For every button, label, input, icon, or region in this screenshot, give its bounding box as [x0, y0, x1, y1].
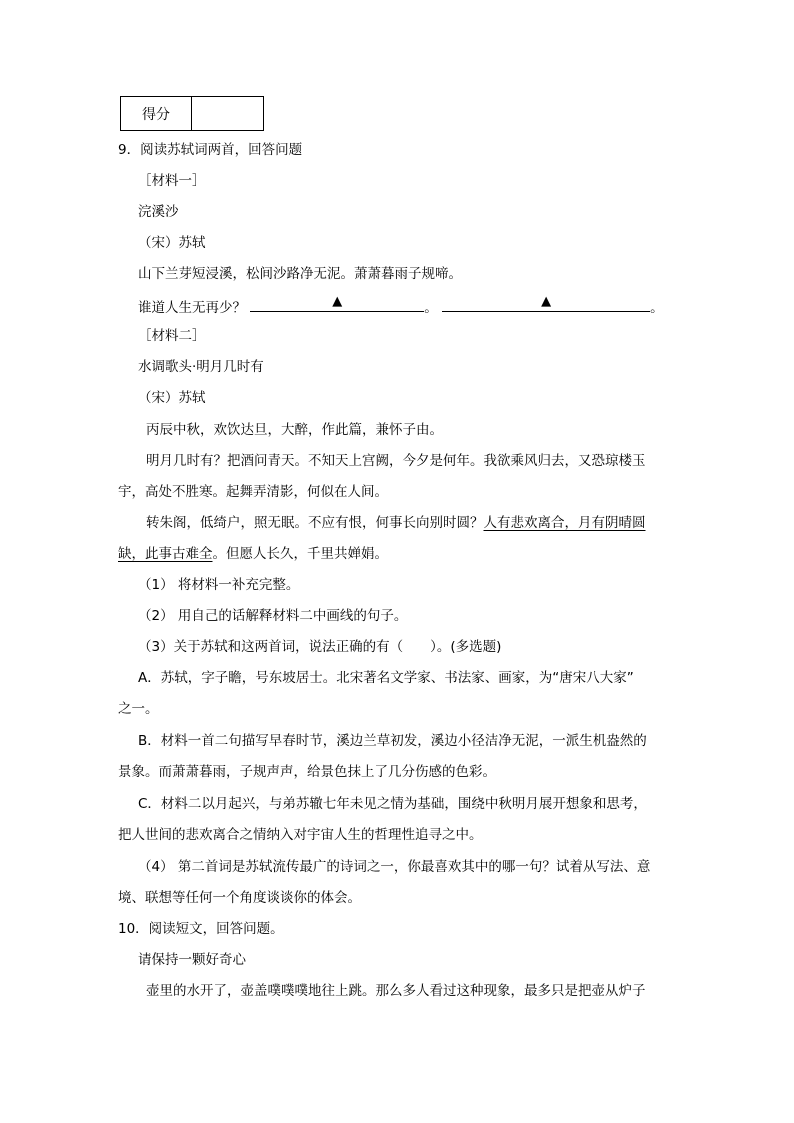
- material-2-para-1-line-2: 宇，高处不胜寒。起舞弄清影，何似在人间。: [118, 484, 388, 500]
- sub-question-3: （3）关于苏轼和这两首词，说法正确的有（ ）。(多选题): [138, 639, 502, 655]
- sub-question-1: （1） 将材料一补充完整。: [138, 577, 300, 593]
- answer-blank-1[interactable]: [250, 295, 424, 312]
- score-label: 得分: [121, 97, 192, 130]
- underlined-sentence: 人有悲欢离合，月有阴晴圆: [483, 515, 646, 531]
- article-title: 请保持一颗好奇心: [138, 952, 246, 968]
- material-2-preface: 丙辰中秋，欢饮达旦，大醉，作此篇，兼怀子由。: [146, 422, 443, 438]
- material-2-para-2-line-2: [118, 544, 388, 564]
- material-1-line-2: [138, 295, 664, 318]
- material-2-para-2-line-1: [146, 513, 646, 533]
- material-2-author: （宋）苏轼: [138, 390, 206, 406]
- material-1-line-2-prefix: 谁道人生无再少？: [138, 300, 246, 316]
- article-para-1-line-1: 壶里的水开了，壶盖噗噗噗地往上跳。那么多人看过这种现象，最多只是把壶从炉子: [146, 983, 646, 999]
- score-value[interactable]: [192, 97, 263, 130]
- material-2-poem-title: 水调歌头·明月几时有: [138, 359, 264, 375]
- material-2-tag: ［材料二］: [138, 328, 206, 344]
- material-1-poem-title: 浣溪沙: [138, 204, 179, 220]
- option-c-line-2: 把人世间的悲欢离合之情纳入对宇宙人生的哲理性追寻之中。: [118, 827, 483, 843]
- material-2-para-1-line-1: 明月几时有？把酒问青天。不知天上宫阙，今夕是何年。我欲乘风归去，又恐琼楼玉: [146, 453, 646, 469]
- para-2-plain-text: 转朱阁，低绮户，照无眠。不应有恨，何事长向别时圆？: [146, 515, 484, 531]
- option-a-line-1[interactable]: A．苏轼，字子瞻，号东坡居士。北宋著名文学家、书法家、画家，为“唐宋八大家”: [138, 670, 634, 686]
- option-b-line-2: 景象。而萧萧暮雨，子规声声，给景色抹上了几分伤感的色彩。: [118, 764, 496, 780]
- triangle-marker-icon: ▲: [541, 294, 552, 309]
- punctuation-period: 。: [424, 300, 438, 316]
- sub-question-4-line-1: （4） 第二首词是苏轼流传最广的诗词之一，你最喜欢其中的哪一句？试着从写法、意: [138, 859, 651, 875]
- material-1-author: （宋）苏轼: [138, 235, 206, 251]
- punctuation-period: 。: [650, 300, 664, 316]
- material-1-tag: ［材料一］: [138, 173, 206, 189]
- option-c-line-1[interactable]: C．材料二以月起兴，与弟苏辙七年未见之情为基础，围绕中秋明月展开想象和思考，: [138, 796, 647, 812]
- para-2-plain-text: 。但愿人长久，千里共婵娟。: [212, 546, 388, 562]
- question-9-title: 9．阅读苏轼词两首，回答问题: [118, 142, 303, 158]
- option-b-line-1[interactable]: B．材料一首二句描写早春时节，溪边兰草初发，溪边小径洁净无泥，一派生机盎然的: [138, 733, 647, 749]
- answer-blank-2[interactable]: [442, 295, 650, 312]
- material-1-line-1: 山下兰芽短浸溪，松间沙路净无泥。萧萧暮雨子规啼。: [138, 266, 462, 282]
- score-box: [120, 96, 264, 131]
- option-a-line-2: 之一。: [118, 701, 159, 717]
- question-10-title: 10．阅读短文，回答问题。: [118, 921, 284, 937]
- triangle-marker-icon: ▲: [332, 294, 343, 309]
- sub-question-4-line-2: 境、联想等任何一个角度谈谈你的体会。: [118, 890, 361, 906]
- underlined-sentence: 缺，此事古难全: [118, 546, 213, 562]
- sub-question-2: （2） 用自己的话解释材料二中画线的句子。: [138, 608, 408, 624]
